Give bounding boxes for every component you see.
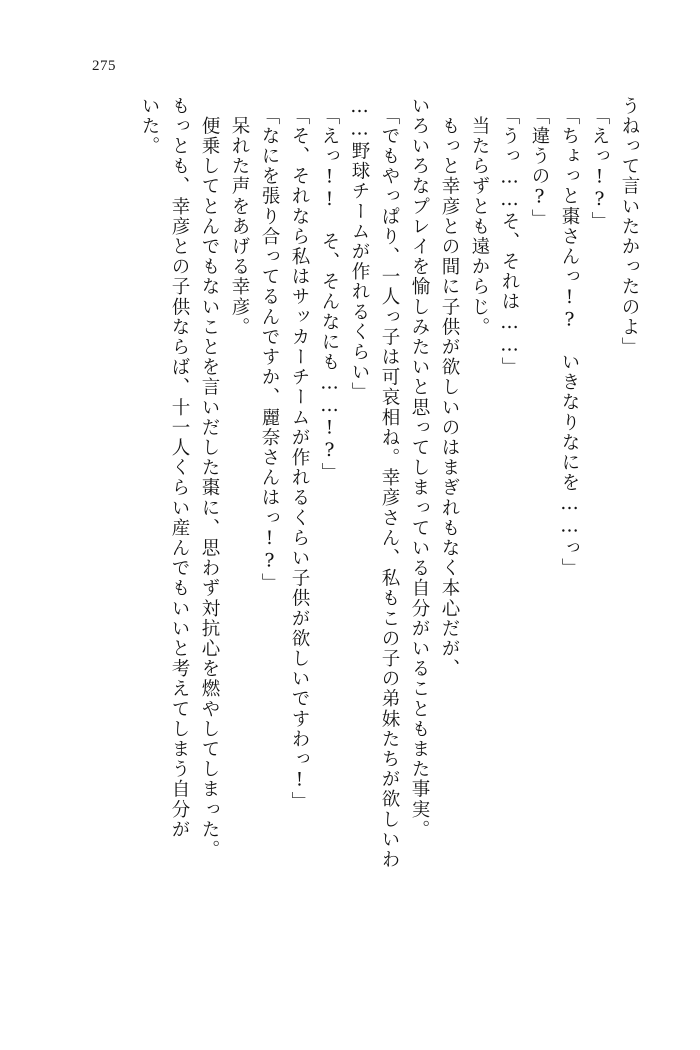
text-column: 「なにを張り合ってるんですか、麗奈さんはっ!?」 bbox=[259, 106, 280, 594]
text-column: 「うっ……そ、それは……」 bbox=[499, 106, 520, 378]
text-column: 「でもやっぱり、一人っ子は可哀相ね。幸彦さん、私もこの子の弟妹たちが欲しいわ bbox=[379, 106, 400, 870]
text-column: 「えっ!! そ、そんなにも……!?」 bbox=[319, 106, 340, 483]
text-column: 「ちょっと棗さんっ!? いきなりなにを……っ」 bbox=[559, 106, 580, 579]
vertical-text-block bbox=[78, 96, 638, 986]
text-column: ……野球チームが作れるくらい」 bbox=[349, 96, 370, 403]
text-column: いろいろなプレイを愉しみたいと思ってしまっている自分がいることもまた事実。 bbox=[409, 96, 430, 840]
text-column: 「違うの?」 bbox=[529, 106, 550, 230]
page-number: 275 bbox=[92, 58, 116, 74]
text-column: うねって言いたかったのよ」 bbox=[619, 96, 640, 358]
text-column: 「えっ!?」 bbox=[589, 106, 610, 232]
text-column: 便乗してとんでもないことを言いだした棗に、思わず対抗心を燃やしてしまった。 bbox=[199, 96, 220, 860]
text-column: 呆れた声をあげる幸彦。 bbox=[229, 96, 250, 338]
text-column: もっと幸彦との間に子供が欲しいのはまぎれもなく本心だが、 bbox=[439, 96, 460, 679]
text-column: いた。 bbox=[139, 96, 160, 157]
text-column: もっとも、幸彦との子供ならば、十一人くらい産んでもいいと考えてしまう自分が bbox=[169, 96, 190, 840]
text-column: 当たらずとも遠からじ。 bbox=[469, 96, 490, 338]
text-column: 「そ、それなら私はサッカーチームが作れるくらい子供が欲しいですわっ!」 bbox=[289, 106, 310, 812]
